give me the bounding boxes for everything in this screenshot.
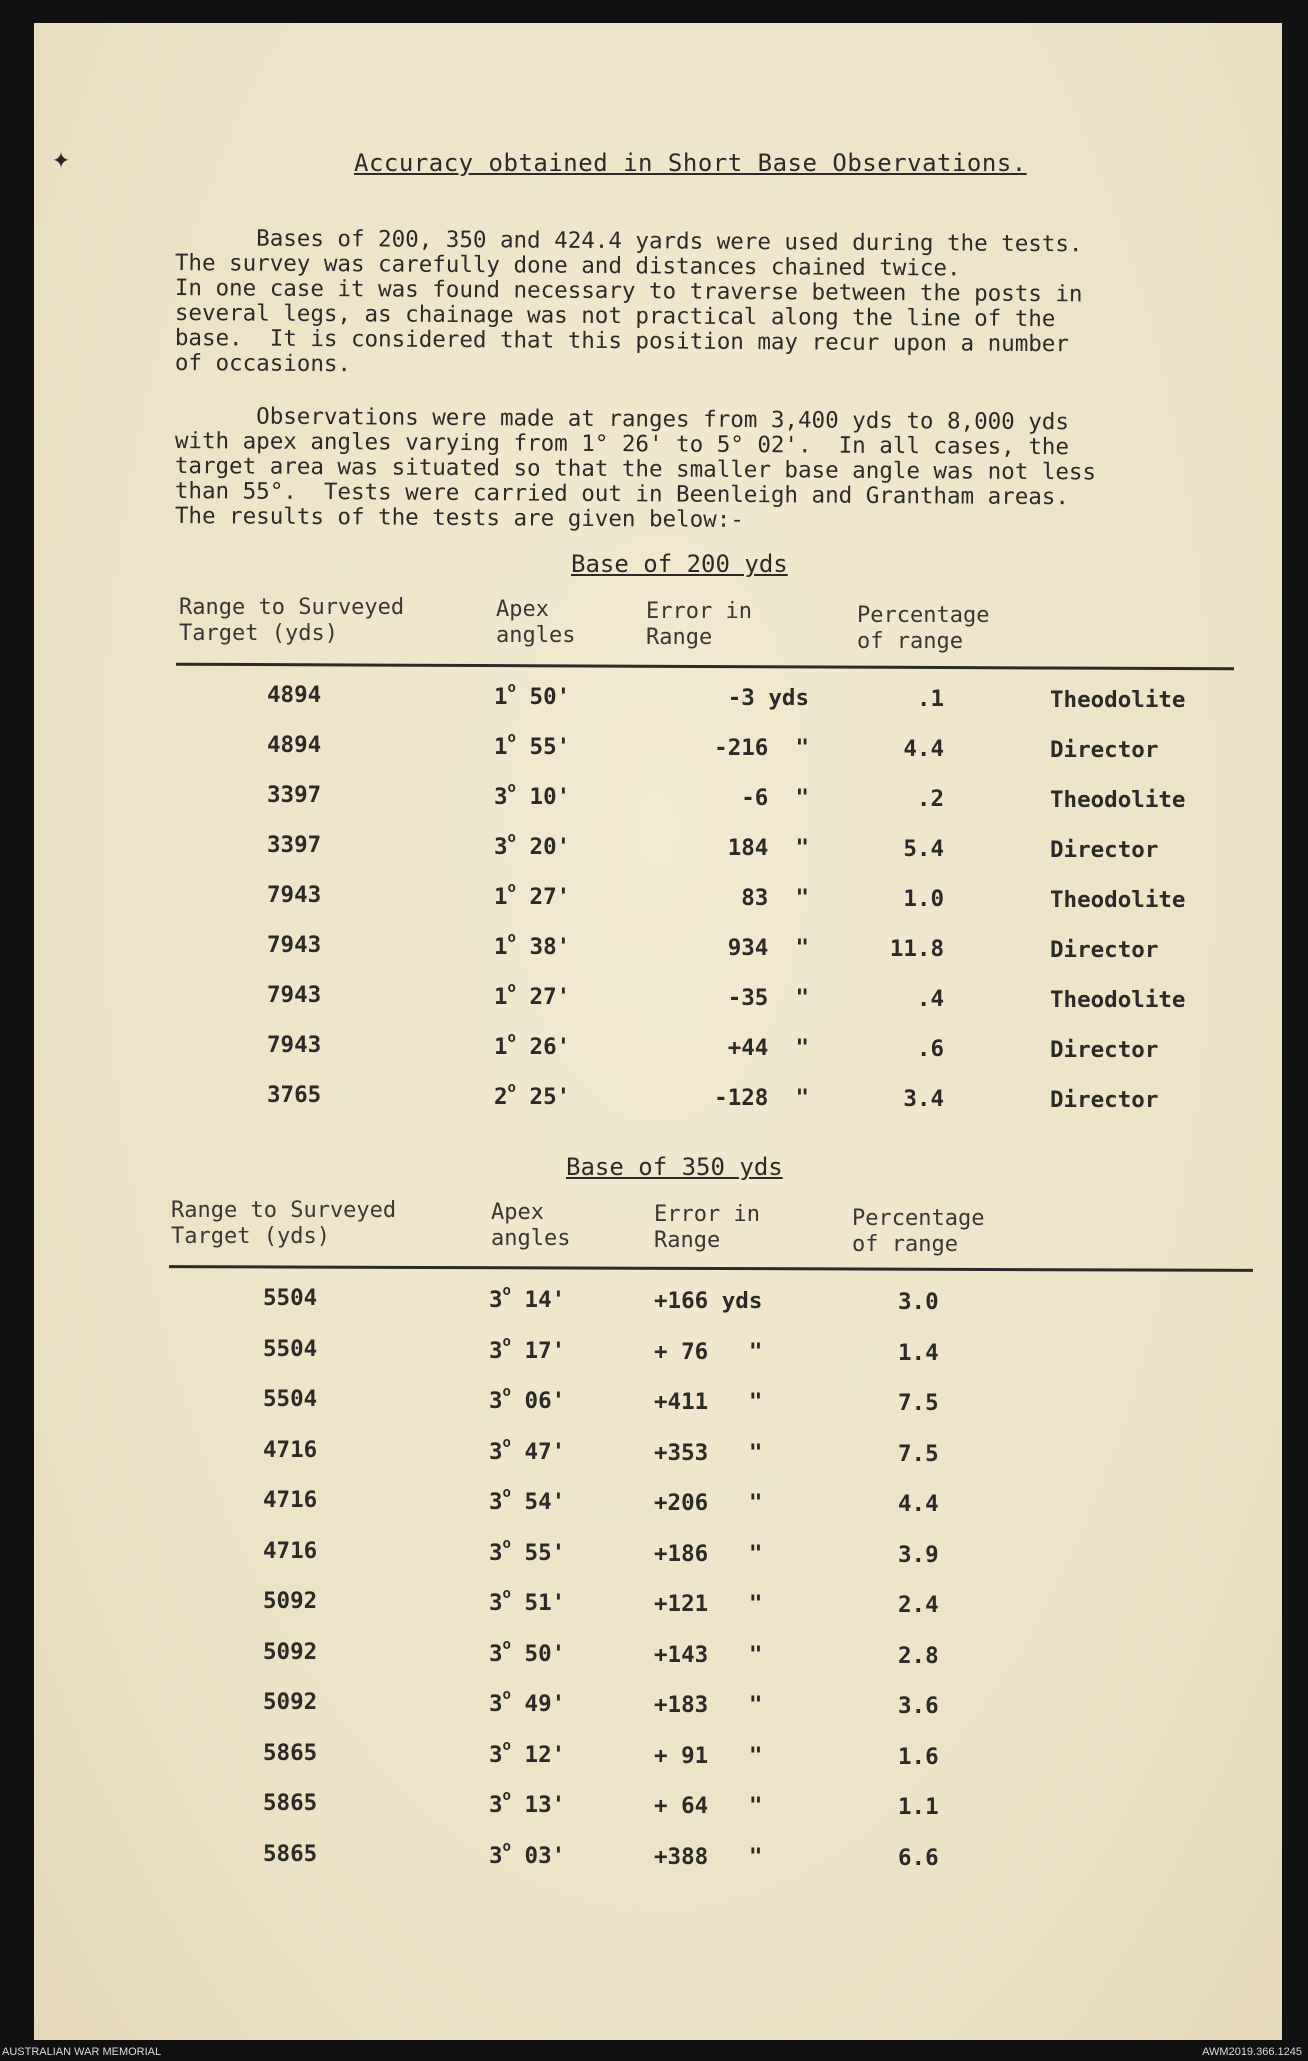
- cell-error: 934 ": [727, 935, 809, 961]
- apex-minutes: 12': [524, 1741, 566, 1768]
- cell-percentage: 1.6: [898, 1743, 939, 1770]
- cell-percentage: 7.5: [898, 1440, 939, 1467]
- degree-symbol: o: [502, 1333, 511, 1350]
- apex-minutes: 17': [524, 1337, 566, 1364]
- cell-apex-angle: [489, 1535, 566, 1566]
- cell-percentage: .1: [916, 686, 944, 712]
- cell-range: 5865: [263, 1790, 318, 1816]
- cell-percentage: 3.9: [898, 1541, 939, 1568]
- apex-minutes: 54': [524, 1489, 566, 1515]
- cell-range: 5504: [263, 1335, 318, 1362]
- paragraph-line: The results of the tests are given below:-: [174, 503, 744, 533]
- apex-minutes: 50': [529, 684, 571, 710]
- degree-symbol: o: [502, 1485, 511, 1501]
- cell-apex-angle: [489, 1687, 566, 1717]
- degree-symbol: o: [507, 880, 516, 896]
- cell-range: 3397: [267, 782, 322, 808]
- cell-error: 83 ": [741, 885, 809, 911]
- cell-error: +166 yds: [654, 1288, 763, 1314]
- apex-degrees: 1: [494, 734, 508, 760]
- cell-error: 184 ": [727, 835, 809, 861]
- apex-minutes: 55': [524, 1539, 566, 1566]
- apex-degrees: 3: [489, 1792, 503, 1818]
- cell-range: 5092: [263, 1689, 318, 1715]
- cell-apex-angle: [489, 1586, 566, 1616]
- apex-degrees: 3: [489, 1539, 503, 1566]
- paragraph-line: target area was situated so that the smaller base angle was not less: [174, 453, 1097, 486]
- cell-percentage: 2.4: [898, 1592, 939, 1618]
- cell-apex-angle: [494, 1080, 571, 1110]
- footer-archive-name: AUSTRALIAN WAR MEMORIAL: [2, 2046, 162, 2058]
- degree-symbol: o: [507, 930, 516, 946]
- cell-percentage: 1.1: [898, 1794, 939, 1820]
- table1-header-range: Range to Surveyed Target (yds): [179, 595, 405, 646]
- cell-range: 3397: [267, 832, 322, 858]
- cell-method: Director: [1050, 737, 1159, 763]
- apex-degrees: 3: [489, 1741, 503, 1768]
- paragraph-line: In one case it was found necessary to traverse between the posts in: [174, 275, 1083, 308]
- cell-range: 4716: [263, 1487, 318, 1513]
- degree-symbol: o: [507, 1030, 516, 1046]
- table1-header-error: Error in Range: [646, 599, 752, 650]
- cell-error: +143 ": [654, 1641, 763, 1668]
- punch-hole-icon: ✦: [52, 141, 71, 176]
- degree-symbol: o: [502, 1535, 511, 1552]
- cell-percentage: 1.4: [898, 1339, 939, 1366]
- cell-apex-angle: [489, 1333, 566, 1364]
- table2-header-range: Range to Surveyed Target (yds): [171, 1198, 397, 1249]
- cell-error: +388 ": [654, 1843, 763, 1870]
- apex-degrees: 3: [489, 1640, 503, 1667]
- paragraph-line: Bases of 200, 350 and 424.4 yards were used during the tests.: [174, 225, 1083, 258]
- apex-minutes: 51': [524, 1590, 566, 1616]
- cell-range: 7943: [267, 932, 322, 958]
- cell-percentage: 1.0: [903, 886, 944, 912]
- cell-apex-angle: [494, 930, 571, 960]
- cell-range: 5092: [263, 1638, 318, 1665]
- apex-degrees: 3: [489, 1337, 503, 1364]
- apex-minutes: 10': [529, 784, 571, 810]
- cell-range: 5865: [263, 1840, 318, 1867]
- cell-method: Theodolite: [1050, 687, 1186, 713]
- cell-method: Theodolite: [1050, 887, 1186, 913]
- cell-error: + 91 ": [654, 1742, 763, 1769]
- apex-degrees: 3: [494, 784, 508, 810]
- degree-symbol: o: [502, 1586, 511, 1602]
- table2-header-error: Error in Range: [654, 1202, 760, 1253]
- table1-header-apex: Apex angles: [496, 597, 576, 648]
- cell-range: 4894: [267, 682, 322, 708]
- degree-symbol: o: [502, 1838, 511, 1855]
- apex-degrees: 3: [494, 834, 508, 860]
- degree-symbol: o: [502, 1384, 511, 1400]
- degree-symbol: o: [502, 1687, 511, 1703]
- table2-header-rule: [169, 1265, 1253, 1272]
- cell-error: +411 ": [654, 1389, 763, 1415]
- cell-percentage: 7.5: [898, 1390, 939, 1416]
- footer-accession-number: AWM2019.366.1245: [1202, 2046, 1302, 2058]
- cell-range: 3765: [267, 1082, 322, 1108]
- cell-error: +44 ": [727, 1035, 809, 1061]
- apex-minutes: 06': [524, 1388, 566, 1414]
- cell-error: -6 ": [741, 785, 809, 811]
- cell-percentage: 3.4: [903, 1086, 944, 1112]
- cell-method: Director: [1050, 1037, 1159, 1063]
- degree-symbol: o: [502, 1788, 511, 1804]
- apex-minutes: 25': [529, 1084, 571, 1110]
- degree-symbol: o: [507, 780, 516, 796]
- cell-percentage: 5.4: [903, 836, 944, 862]
- apex-degrees: 3: [489, 1287, 503, 1313]
- cell-method: Director: [1050, 937, 1159, 963]
- paragraph-line: Observations were made at ranges from 3,400 yds to 8,000 yds: [174, 403, 1070, 436]
- cell-percentage: .6: [916, 1036, 944, 1062]
- paragraph-line: with apex angles varying from 1° 26' to 5° 02'. In all cases, the: [174, 428, 1070, 461]
- apex-degrees: 3: [489, 1388, 503, 1414]
- cell-apex-angle: [489, 1434, 566, 1465]
- cell-error: +186 ": [654, 1540, 763, 1567]
- table1-header-rule: [176, 663, 1234, 671]
- cell-error: +121 ": [654, 1591, 763, 1617]
- cell-percentage: 6.6: [898, 1844, 939, 1871]
- degree-symbol: o: [507, 680, 516, 696]
- cell-apex-angle: [489, 1384, 566, 1414]
- cell-error: + 64 ": [654, 1793, 763, 1819]
- cell-range: 4716: [263, 1537, 318, 1564]
- apex-minutes: 27': [529, 884, 571, 910]
- apex-degrees: 3: [489, 1590, 503, 1616]
- paragraph-line: than 55°. Tests were carried out in Beenleigh and Grantham areas.: [174, 478, 1070, 511]
- degree-symbol: o: [507, 830, 516, 846]
- table2-header-apex: Apex angles: [491, 1200, 571, 1251]
- table2-header-percent: Percentage of range: [852, 1206, 985, 1257]
- cell-apex-angle: [494, 980, 571, 1010]
- cell-error: -35 ": [727, 985, 809, 1011]
- cell-apex-angle: [494, 830, 571, 860]
- apex-degrees: 3: [489, 1691, 503, 1717]
- paragraph-line: base. It is considered that this position may recur upon a number: [174, 325, 1070, 358]
- degree-symbol: o: [507, 730, 516, 746]
- cell-range: 5092: [263, 1588, 318, 1614]
- cell-percentage: 11.8: [889, 936, 944, 962]
- apex-minutes: 20': [529, 834, 571, 860]
- apex-minutes: 47': [524, 1438, 566, 1465]
- cell-percentage: .2: [916, 786, 944, 812]
- degree-symbol: o: [507, 1080, 516, 1096]
- cell-range: 7943: [267, 882, 322, 908]
- apex-degrees: 3: [489, 1842, 503, 1869]
- apex-degrees: 2: [494, 1084, 508, 1110]
- cell-percentage: 4.4: [898, 1491, 939, 1517]
- cell-apex-angle: [494, 880, 571, 910]
- document-page: [34, 23, 1282, 2040]
- apex-degrees: 1: [494, 684, 508, 710]
- cell-error: +353 ": [654, 1439, 763, 1466]
- cell-apex-angle: [489, 1283, 566, 1313]
- apex-minutes: 27': [529, 984, 571, 1010]
- cell-range: 5504: [263, 1285, 318, 1311]
- apex-degrees: 1: [494, 884, 508, 910]
- apex-minutes: 13': [524, 1792, 566, 1818]
- apex-degrees: 1: [494, 934, 508, 960]
- degree-symbol: o: [502, 1737, 511, 1754]
- cell-apex-angle: [489, 1788, 566, 1818]
- degree-symbol: o: [502, 1283, 511, 1299]
- cell-percentage: 4.4: [903, 736, 944, 762]
- cell-error: + 76 ": [654, 1338, 763, 1365]
- apex-degrees: 3: [489, 1489, 503, 1515]
- cell-percentage: 3.0: [898, 1289, 939, 1315]
- cell-method: Director: [1050, 837, 1159, 863]
- cell-error: +206 ": [654, 1490, 763, 1516]
- cell-range: 4716: [263, 1436, 318, 1463]
- apex-minutes: 55': [529, 734, 571, 760]
- apex-degrees: 1: [494, 1034, 508, 1060]
- apex-minutes: 03': [524, 1842, 566, 1869]
- cell-error: +183 ": [654, 1692, 763, 1718]
- cell-range: 4894: [267, 732, 322, 758]
- cell-apex-angle: [489, 1485, 566, 1515]
- degree-symbol: o: [507, 980, 516, 996]
- cell-apex-angle: [489, 1737, 566, 1768]
- cell-range: 5504: [263, 1386, 318, 1412]
- cell-percentage: 3.6: [898, 1693, 939, 1719]
- degree-symbol: o: [502, 1636, 511, 1653]
- table1-title: Base of 200 yds: [571, 550, 788, 578]
- paragraph-line: several legs, as chainage was not practical along the line of the: [174, 300, 1056, 333]
- cell-method: Director: [1050, 1087, 1159, 1113]
- cell-range: 7943: [267, 1032, 322, 1058]
- cell-apex-angle: [494, 680, 571, 710]
- apex-minutes: 14': [524, 1287, 566, 1313]
- page-title: Accuracy obtained in Short Base Observations.: [354, 149, 1027, 177]
- cell-percentage: .4: [916, 986, 944, 1012]
- apex-degrees: 3: [489, 1438, 503, 1465]
- apex-minutes: 50': [524, 1640, 566, 1667]
- cell-error: -216 ": [714, 735, 809, 761]
- cell-method: Theodolite: [1050, 787, 1186, 813]
- paragraph-line: The survey was carefully done and distances chained twice.: [174, 250, 961, 282]
- cell-error: -128 ": [714, 1085, 809, 1111]
- paragraph-line: of occasions.: [174, 350, 352, 378]
- cell-apex-angle: [489, 1838, 566, 1869]
- apex-minutes: 26': [529, 1034, 571, 1060]
- apex-minutes: 49': [524, 1691, 566, 1717]
- cell-range: 5865: [263, 1739, 318, 1766]
- table1-header-percent: Percentage of range: [857, 603, 990, 654]
- apex-minutes: 38': [529, 934, 571, 960]
- cell-error: -3 yds: [727, 685, 809, 711]
- cell-apex-angle: [489, 1636, 566, 1667]
- apex-degrees: 1: [494, 984, 508, 1010]
- degree-symbol: o: [502, 1434, 511, 1451]
- cell-apex-angle: [494, 780, 571, 810]
- cell-percentage: 2.8: [898, 1642, 939, 1669]
- cell-apex-angle: [494, 730, 571, 760]
- table2-title: Base of 350 yds: [566, 1153, 783, 1181]
- cell-range: 7943: [267, 982, 322, 1008]
- cell-method: Theodolite: [1050, 987, 1186, 1013]
- cell-apex-angle: [494, 1030, 571, 1060]
